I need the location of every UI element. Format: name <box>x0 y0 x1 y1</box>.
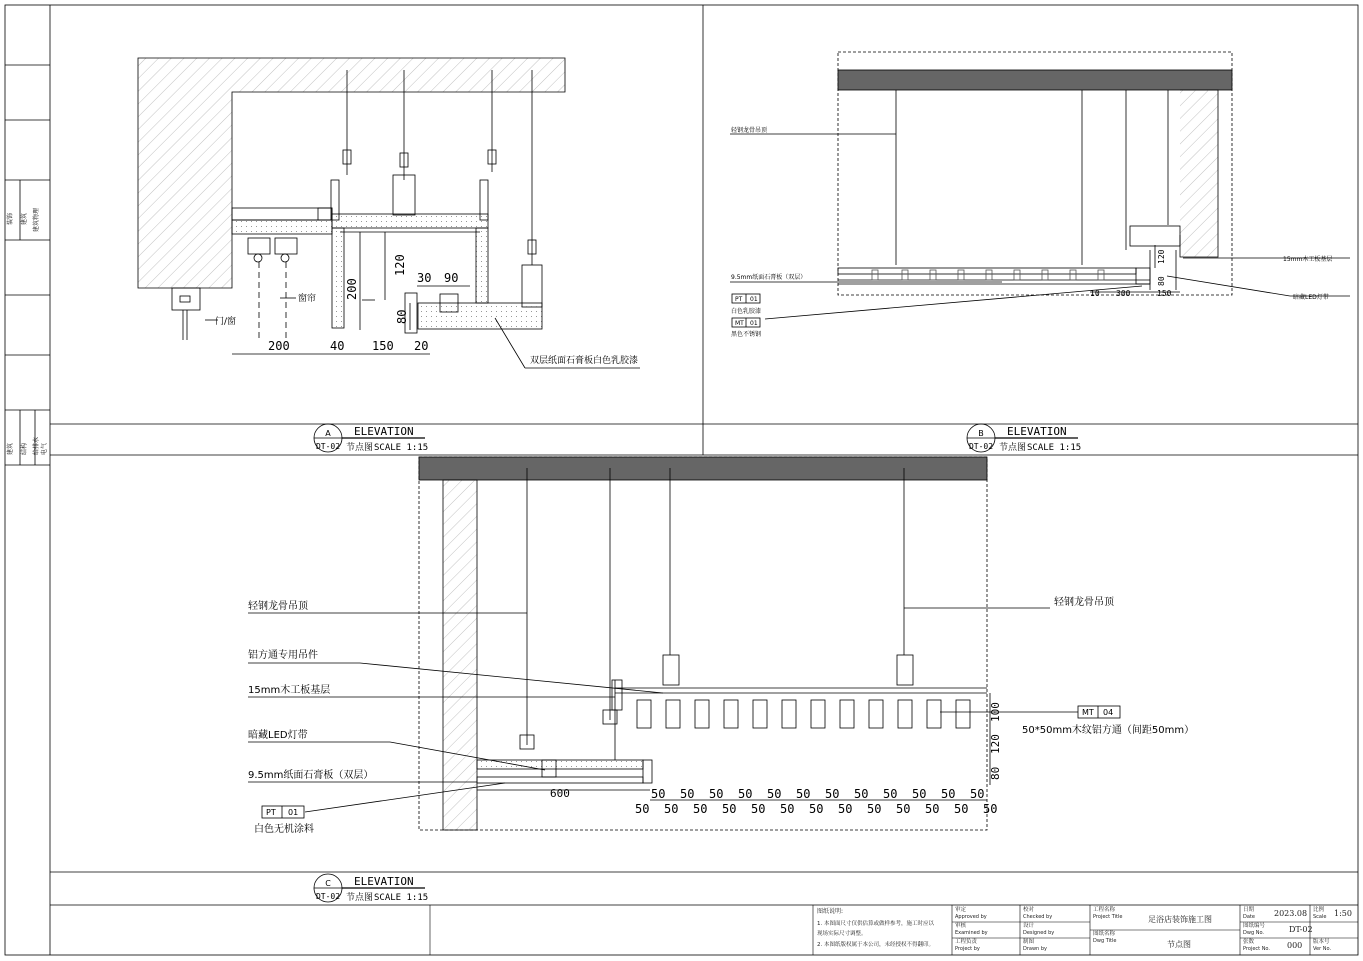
keel-label: 轻钢龙骨吊顶 <box>731 127 768 134</box>
dim-label: 50 <box>954 802 969 816</box>
side-label: 建筑 <box>7 442 14 455</box>
panel-b-drawing <box>730 52 1350 327</box>
dwg-no-cn: 图纸编号 <box>1243 923 1266 929</box>
side-label: 给排水 <box>33 436 40 455</box>
tag-title: ELEVATION <box>1007 425 1067 438</box>
designed-cn: 设计 <box>1023 923 1035 929</box>
tag-subtitle: 节点图 <box>999 443 1027 453</box>
proj-no-en: Project No. <box>1243 946 1270 952</box>
tag-num: 01 <box>288 808 299 817</box>
designed-en: Designed by <box>1023 930 1055 936</box>
dim-label: 50 <box>751 802 766 816</box>
side-label: 电气 <box>41 442 48 455</box>
tag-num: 01 <box>750 296 758 303</box>
tag-code: MT <box>1082 708 1094 717</box>
dim-label: 80 <box>395 309 409 324</box>
dim-label: 50 <box>867 802 882 816</box>
tag-subtitle: 节点图 <box>346 893 374 903</box>
dim-row-bottom <box>635 802 997 816</box>
dim-label: 200 <box>268 339 290 353</box>
keel-label-right: 轻钢龙骨吊顶 <box>1054 597 1114 608</box>
tag-sheet: DT-02 <box>968 442 994 451</box>
dim-label: 50 <box>738 787 753 801</box>
approved-cn: 审定 <box>955 907 967 913</box>
tag-letter: C <box>325 879 331 888</box>
dim-label: 50 <box>722 802 737 816</box>
wood-label: 15mm木工板基层 <box>1283 256 1333 263</box>
notes-title: 图纸说明: <box>817 908 844 915</box>
side-label: 结构 <box>21 442 28 455</box>
approved-en: Approved by <box>955 914 987 920</box>
panel-b-tag <box>967 424 1081 453</box>
dim-label: 120 <box>393 254 407 276</box>
dim-label: 600 <box>550 787 570 800</box>
dim-row-top <box>651 787 984 801</box>
paint-label: 白色乳胶漆 <box>731 308 762 315</box>
door-label: 门/窗 <box>215 317 237 327</box>
scale-en: Scale <box>1313 914 1327 920</box>
dim-label: 50 <box>838 802 853 816</box>
dim-label: 30 <box>417 271 432 285</box>
tag-title: ELEVATION <box>354 425 414 438</box>
paint-label: 白色无机涂料 <box>254 824 314 835</box>
tag-letter: B <box>978 429 984 438</box>
ver-en: Ver No. <box>1313 946 1332 952</box>
dim-label: 100 <box>989 702 1002 722</box>
pm-cn: 工程负责 <box>955 939 978 945</box>
examined-cn: 审核 <box>955 923 967 929</box>
dim-label: 50 <box>854 787 869 801</box>
proj-no-cn: 张数 <box>1243 939 1255 945</box>
keel-label-left: 轻钢龙骨吊顶 <box>248 601 308 612</box>
dwg-title: 节点图 <box>1167 940 1191 949</box>
tag-code: MT <box>735 320 744 327</box>
curtain-label: 窗帘 <box>298 294 317 304</box>
pm-en: Project by <box>955 946 980 952</box>
dwg-title-cn: 图纸名称 <box>1093 931 1116 937</box>
panel-a-tag <box>314 424 428 453</box>
dim-label: 50 <box>680 787 695 801</box>
proj-no: 000 <box>1287 941 1303 950</box>
dim-label: 50 <box>925 802 940 816</box>
tag-code: PT <box>266 808 276 817</box>
board-label: 双层纸面石膏板白色乳胶漆 <box>530 356 639 366</box>
side-labels <box>6 208 48 455</box>
dim-label: 50 <box>809 802 824 816</box>
dwg-no-en: Dwg No. <box>1243 930 1265 936</box>
scale-cn: 比例 <box>1313 907 1325 913</box>
tag-scale: SCALE 1:15 <box>374 893 429 903</box>
note-1b: 现场实际尺寸调整。 <box>817 931 867 937</box>
ver-cn: 版本号 <box>1313 939 1330 945</box>
dim-label: 50 <box>664 802 679 816</box>
dim-label: 50 <box>635 802 650 816</box>
dim-label: 50 <box>709 787 724 801</box>
dim-label: 50 <box>693 802 708 816</box>
dim-label: 50 <box>896 802 911 816</box>
project-title: 足浴店装饰施工图 <box>1148 915 1212 924</box>
project-title-en: Project Title <box>1093 914 1123 920</box>
gypsum-label: 9.5mm纸面石膏板（双层） <box>731 274 807 281</box>
side-label: 装饰 <box>7 212 14 225</box>
tag-num: 04 <box>1103 708 1114 717</box>
led-label: 暗藏LED灯带 <box>1293 294 1329 301</box>
alu-label: 50*50mm木纹铝方通（间距50mm） <box>1022 725 1195 736</box>
dim-label: 80 <box>1157 276 1166 286</box>
date-cn: 日期 <box>1243 907 1255 913</box>
tag-sheet: DT-02 <box>315 442 341 451</box>
steel-label: 黑色不锈钢 <box>731 331 762 338</box>
dim-label: 20 <box>414 339 429 353</box>
dim-label: 150 <box>372 339 394 353</box>
dim-label: 40 <box>330 339 345 353</box>
led-label: 暗藏LED灯带 <box>248 730 308 741</box>
dim-label: 50 <box>825 787 840 801</box>
tag-sheet: DT-02 <box>315 892 341 901</box>
note-2: 2. 本图纸版权属于本公司，未经授权不得翻印。 <box>817 942 934 948</box>
dim-label: 150 <box>1157 289 1172 298</box>
date-value: 2023.08 <box>1274 909 1308 918</box>
panel-a-drawing <box>138 58 640 368</box>
dim-label: 50 <box>651 787 666 801</box>
dim-label: 50 <box>912 787 927 801</box>
panel-b-texts <box>731 126 1332 338</box>
drawn-en: Drawn by <box>1023 946 1047 952</box>
checked-cn: 校对 <box>1023 907 1035 913</box>
dim-label: 50 <box>883 787 898 801</box>
dwg-no: DT-02 <box>1289 925 1313 934</box>
dim-label: 50 <box>767 787 782 801</box>
side-label: 建筑 <box>21 212 28 225</box>
dim-label: 50 <box>796 787 811 801</box>
dim-label: 10 <box>1090 289 1100 298</box>
hanger-label: 铝方通专用吊件 <box>248 650 318 661</box>
dim-label: 50 <box>941 787 956 801</box>
tag-code: PT <box>735 296 743 303</box>
gypsum-label: 9.5mm纸面石膏板（双层） <box>248 770 374 781</box>
dim-label: 120 <box>1157 249 1166 264</box>
scale-value: 1:50 <box>1334 909 1352 918</box>
dim-label: 90 <box>444 271 459 285</box>
tag-scale: SCALE 1:15 <box>374 443 429 453</box>
examined-en: Examined by <box>955 930 988 936</box>
tag-title: ELEVATION <box>354 875 414 888</box>
dim-label: 50 <box>983 802 998 816</box>
panel-c-tag <box>314 874 428 903</box>
date-en: Date <box>1243 914 1255 920</box>
dim-label: 80 <box>989 766 1002 780</box>
tag-scale: SCALE 1:15 <box>1027 443 1082 453</box>
tag-letter: A <box>325 429 331 438</box>
dim-label: 50 <box>780 802 795 816</box>
dim-label: 50 <box>970 787 985 801</box>
note-1a: 1. 本图面尺寸仅供估算或做样参考，施工时应以 <box>817 921 934 927</box>
dim-label: 200 <box>345 278 359 300</box>
dim-label: 120 <box>989 734 1002 754</box>
tag-num: 01 <box>750 320 758 327</box>
side-label: 建筑物理 <box>33 207 40 232</box>
dim-label: 300 <box>1116 289 1131 298</box>
tag-subtitle: 节点图 <box>346 443 374 453</box>
wood-label: 15mm木工板基层 <box>248 685 331 696</box>
dwg-title-en: Dwg Title <box>1093 938 1117 944</box>
checked-en: Checked by <box>1023 914 1053 920</box>
drawn-cn: 制图 <box>1023 939 1035 945</box>
project-title-cn: 工程名称 <box>1093 907 1116 913</box>
